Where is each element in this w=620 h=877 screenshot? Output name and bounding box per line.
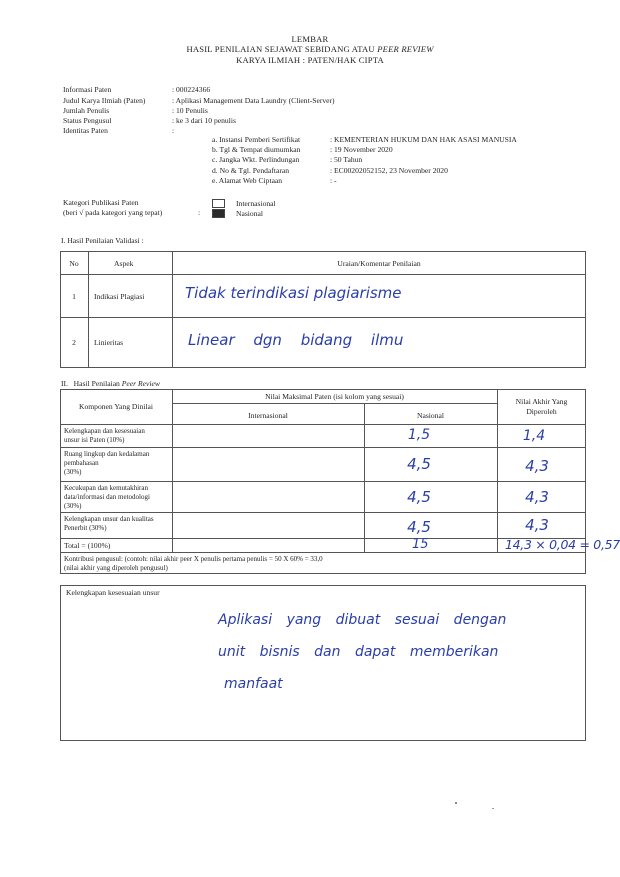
info-value-1: : Aplikasi Management Data Laundry (Client-Server) [172,96,335,105]
review-col-component: Komponen Yang Dinilai [78,402,154,411]
info-label-3: Status Pengusul [63,116,112,125]
identity-value-d: : EC00202052152, 23 November 2020 [330,166,448,175]
validation-col-comment: Uraian/Komentar Penilaian [337,259,421,268]
category-checkbox-national[interactable] [212,209,225,218]
identity-value-e: : - [330,176,337,185]
validation-heading: I. Hasil Penilaian Validasi : [61,236,144,245]
validation-table [60,251,586,368]
identity-label-d: d. No & Tgl. Pendaftaran [212,166,290,175]
review-contribution-line-1: Kontribusi pengusul: (contoh: nilai akhir peer X penulis pertama penulis = 50 X 60% = 33,0 [64,555,323,563]
identity-label-a: a. Instansi Pemberi Sertifikat [212,135,301,144]
validation-row-2-comment: Linear dgn bidang ilmu [188,331,404,349]
review-row-2-component-line-3: (30%) [64,468,82,476]
info-label-0: Informasi Paten [63,85,112,94]
review-col-final-line-1: Nilai Akhir Yang [515,397,568,406]
review-heading [61,379,160,388]
info-value-2: : 10 Penulis [172,106,208,115]
review-notes-box [60,585,586,741]
category-option-international: Internasional [236,199,276,208]
review-notes-line-3: manfaat [224,676,283,692]
review-row-2-national: 4,5 [407,455,431,473]
review-row-1-final: 1,4 [522,428,546,444]
validation-col-no: No [69,259,79,268]
review-row-3-component-line-2: data/informasi dan metodologi [64,493,150,501]
identity-value-b: : 19 November 2020 [330,145,393,154]
review-heading-italic: Peer Review [121,379,160,388]
review-row-3-component-line-1: Kecukupan dan kemutakhiran [64,484,148,492]
category-colon: : [198,208,201,217]
info-value-0: : 000224366 [172,85,211,94]
review-row-4-component-line-1: Kelengkapan unsur dan kualitas [64,515,154,523]
review-row-3-national: 4,5 [407,488,431,506]
info-label-2: Jumlah Penulis [63,106,110,115]
info-value-3: : ke 3 dari 10 penulis [172,116,236,125]
review-col-national: Nasional [417,411,444,420]
review-row-3-final: 4,3 [525,488,549,506]
review-notes-label: Kelengkapan kesesuaian unsur [66,588,160,597]
review-row-1-component-line-1: Kelengkapan dan kesesuaian [64,427,145,435]
category-label-line-1: Kategori Publikasi Paten [63,198,139,207]
review-col-international: Internasional [248,411,288,420]
validation-row-1-comment: Tidak terindikasi plagiarisme [185,284,402,302]
header-line-2-plain: HASIL PENILAIAN SEJAWAT SEBIDANG ATAU [186,44,378,54]
review-contribution-line-2: (nilai akhir yang diperoleh pengusul) [64,564,168,572]
review-total-national: 15 [412,537,429,552]
review-heading-plain: Hasil Penilaian [73,379,122,388]
review-col-max: Nilai Maksimal Paten (isi kolom yang sesuai) [265,392,404,401]
scan-speck [455,802,457,804]
identity-label-e: e. Alamat Web Ciptaan [212,176,283,185]
review-row-4-component-line-2: Penerbit (30%) [64,524,107,532]
review-row-2-component-line-2: pembahasan [64,459,99,467]
validation-row-2-no: 2 [72,338,76,347]
review-notes-line-2: unit bisnis dan dapat memberikan [218,644,499,660]
info-label-4: Identitas Paten [63,126,108,135]
validation-row-1-aspect: Indikasi Plagiasi [94,292,145,301]
review-total-final: 14,3 × 0,04 = 0,57 [505,537,620,552]
header-line-2-italic: PEER REVIEW [377,44,434,54]
info-value-4: : [172,126,175,135]
review-row-4-final: 4,3 [525,516,549,534]
identity-label-b: b. Tgl & Tempat diumumkan [212,145,301,154]
scan-speck [492,808,494,809]
category-option-national: Nasional [236,209,263,218]
review-heading-num: II. [61,379,68,388]
header-line-1: LEMBAR [291,34,329,44]
validation-col-aspect: Aspek [114,259,134,268]
identity-value-a: : KEMENTERIAN HUKUM DAN HAK ASASI MANUSIA [330,135,517,144]
validation-row-2-aspect: Linieritas [94,338,124,347]
review-row-1-component-line-2: unsur isi Paten (10%) [64,436,125,444]
category-label-line-2: (beri √ pada kategori yang tepat) [63,208,163,217]
info-label-1: Judul Karya Ilmiah (Paten) [63,96,146,105]
review-notes-line-1: Aplikasi yang dibuat sesuai dengan [218,612,507,628]
header-line-3: KARYA ILMIAH : PATEN/HAK CIPTA [236,55,384,65]
review-row-3-component-line-3: (30%) [64,502,82,510]
review-row-2-component-line-1: Ruang lingkup dan kedalaman [64,450,150,458]
header-line-2 [0,44,620,54]
review-total-label: Total = (100%) [64,541,111,550]
category-checkbox-international[interactable] [212,199,225,208]
review-col-final-line-2: Diperoleh [526,407,557,416]
identity-label-c: c. Jangka Wkt. Perlindungan [212,155,300,164]
review-row-2-final: 4,3 [525,457,549,475]
review-row-1-national: 1,5 [407,427,431,443]
validation-row-1-no: 1 [72,292,76,301]
identity-value-c: : 50 Tahun [330,155,363,164]
review-row-4-national: 4,5 [407,518,431,536]
